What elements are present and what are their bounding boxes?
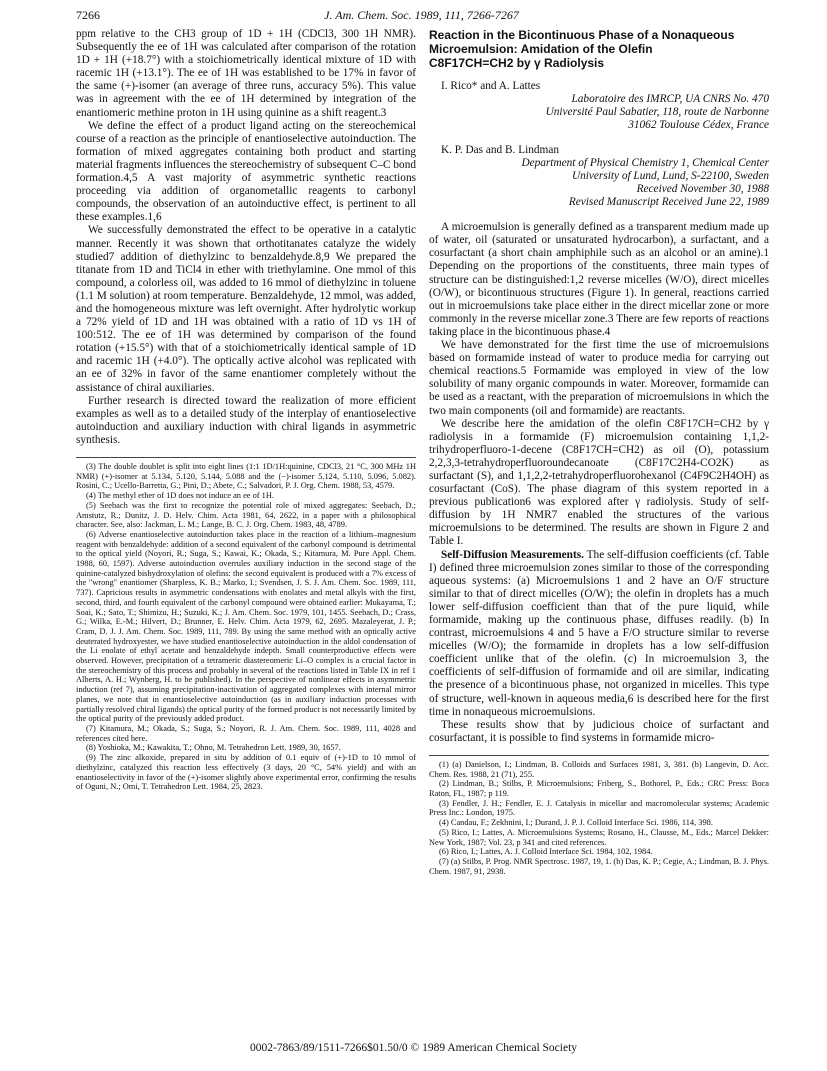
footnote: (9) The zinc alkoxide, prepared in situ by addition of 0.1 equiv of (+)-1D to 10 mmol of diethylzinc, catalyzed this reaction less effectively (3 days, 20 °C, 54% yield) and with an enantioselectivity in favor of the (+)-isomer slightly above experimental error, confirming the results of Oguni, N.; Omi, T. Tetrahedron Lett. 1984, 25, 2823. [76,753,416,792]
footnote: (5) Rico, I.; Lattes, A. Microemulsions Systems; Rosano, H., Clausse, M., Eds.; Marcel Dekker: New York, 1987; Vol. 23, p 341 and cited references. [429,827,769,847]
title-line: Reaction in the Bicontinuous Phase of a Nonaqueous [429,28,735,42]
revised-date: Revised Manuscript Received June 22, 1989 [568,196,769,209]
left-footnotes [76,457,416,792]
left-paragraph: ppm relative to the CH3 group of 1D + 1H (CDCl3, 300 1H NMR). Subsequently the ee of 1H was calculated after comparison of the rotation 1D + 1H (+18.7°) with a stoichiometrically identical mixture of 1D with racemic 1H (+13.1°). The ee of 1H was established to be 17% in favor of the same (+)-isomer (an average of three runs, accuracy 5%). This value was in agreement with the ee of 1H determined by integration of the enantiomeric methine proton in 1H using quinine as a shift reagent.3 [76,28,416,119]
affiliation-line: Université Paul Sabatier, 118, route de Narbonne [545,106,769,119]
footnote: (2) Lindman, B.; Stilbs, P. Microemulsions; Friberg, S., Bothorel, P., Eds.; CRC Press: Boca Raton, FL, 1987; p 119. [429,779,769,799]
affiliation-line: University of Lund, Lund, S-22100, Sweden [571,170,769,183]
affiliation-block [429,93,769,132]
affiliation-line: 31062 Toulouse Cédex, France [628,119,769,132]
section-text: The self-diffusion coefficients (cf. Table I) defined three microemulsion zones similar to those of the corresponding aqueous systems: (a) Microemulsions 1 and 2 have an O/F structure similar to that of direct micelles (O/W); the olefin in droplets has a much lower self-diffusion coefficient than that of the pure liquid, while formamide, making up the continuous phase, diffuses readily. (b) In contrast, microemulsions 4 and 5 have a F/O structure similar to reverse micelles (W/O); the formamide in droplets has a low self-diffusion coefficient unlike that of the olefin. (c) In microemulsion 3, the coefficients of self-diffusion of formamide and oil are similar, indicating the presence of a bicontinuous phase, not organized in micelles. This type of structure, well-known in aqueous media,6 is described here for the first time in nonaqueous microemulsions. [429,548,770,718]
section-heading: Self-Diffusion Measurements. [441,548,584,561]
footnote: (6) Adverse enantioselective autoinduction takes place in the reaction of a lithium–magnesium reagent with benzaldehyde: addition of a second equivalent of the carbonyl compound is detrimental to the optical yield (Noyori, R.; Suga, S.; Kawai, K.; Okada, S.; Kitamura, M. Pure Appl. Chem. 1988, 60, 1597). Adverse autoinduction overrules auxiliary induction in the second stage of the quinine-catalyzed bishydroxylation of olefins: the second equivalent is produced with a 7% excess of the "wrong" enantiomer (Sharpless, K. B.; Marko, I.; Svendsen, J. S. J. Am. Chem. Soc. 1989, 111, 737). Capricious results in asymmetric condensations with enolates and metal alkyls with the first, second, third, and fourth equivalent of the carbonyl compound were obtained earlier: Mukayama, T.; Soai, K.; Sato, T.; Shimizu, H.; Suzuki, K.; J. Am. Chem. Soc. 1979, 101, 1455. Seebach, D.; Crass, G.; Wilka, E.-M.; Hilvert, D.; Brunner, E. Helv. Chim. Acta 1979, 62, 2695. Mazaleyerat, J. P.; Cram, D. J. J. Am. Chem. Soc. 1989, 111, 789. By using the same method with an optically active deuterated hydroxyester, we have studied enantioselective autoinduction in the aldol condensation of the Li enolate of ethyl acetate and benzaldehyde indepth. Small counterproductive effects were observed. However, precipitation of a tetrameric diastereomeric Li–O complex is a crucial factor in the stereochemistry of this process and probably in several of the reactions listed in Table IX in ref 1 Alberts, A. H.; Wynberg, H. to be published). In the perspective of nonlinear effects in asymmetric induction (ref 7), assuming precipitation-inactivation of aggregated complexes with internal mirror planes, we note that in enantioselective autoinduction (as in auxiliary induction processes with partially resolved chiral ligands) the optical purity of the formed product is not necessarily limited by the optical purity of the previously added product. [76,529,416,724]
footnote: (3) The double doublet is split into eight lines (1:1 1D/1H:quinine, CDCl3, 21 °C, 300 MHz 1H NMR) (+)-isomer at 5.134, 5.120, 5.144, 5.088 and the (−)-isomer 5.124, 5.110, 5.096, 5.082). Rosini, C.; Ucello-Barretta, G.; Pini, D.; Abete, C.; Salvadori, P. J. Org. Chem. 1988, 53, 4579. [76,462,416,491]
left-paragraph: Further research is directed toward the realization of more efficient examples as well as to a detailed study of the interplay of enantioselective autoinduction and auxiliary induction with chiral ligands in asymmetric synthesis. [76,394,416,446]
article-title [429,28,769,70]
footnote: (7) (a) Stilbs, P. Prog. NMR Spectrosc. 1987, 19, 1. (b) Das, K. P.; Cegie, A.; Lindman, B. J. Phys. Chem. 1987, 91, 2938. [429,856,769,876]
footnote: (1) (a) Danielson, I.; Lindman, B. Colloids and Surfaces 1981, 3, 381. (b) Langevin, D. Acc. Chem. Res. 1988, 21 (71), 255. [429,759,769,779]
right-footnotes [429,755,769,876]
footnote: (4) Candau, F.; Zekhnini, I.; Durand, J. P. J. Colloid Interface Sci. 1986, 114, 398. [439,818,713,828]
title-line: C8F17CH=CH2 by γ Radiolysis [429,56,605,70]
affiliation-line: Department of Physical Chemistry 1, Chemical Center [521,157,769,170]
left-paragraph: We define the effect of a product ligand acting on the stereochemical course of a reaction as the principle of enantioselective autoinduction. The formation of mixed aggregates containing both product and starting material fragments influences the stereochemistry of subsequent C–C bond formation.4,5 A vast majority of asymmetric synthetic reactions proceeding via addition of organometallic reagents to carbonyl compounds, the observation of an autoinductive effect, is pertinent to all these examples.1,6 [76,119,416,224]
right-paragraph: We have demonstrated for the first time the use of microemulsions based on formamide instead of water to produce media for carrying out chemical reactions.5 Formamide was employed in view of the low solubility of many organic compounds in water. Moreover, formamide can be used as a reactant, with the preparation of microemulsions in which the two main components (oil and formamide) are reactants. [429,339,769,417]
running-header [76,8,767,24]
affiliation-block [429,157,769,209]
author-line: I. Rico* and A. Lattes [441,80,541,92]
journal-citation: J. Am. Chem. Soc. 1989, 111, 7266-7267 [324,8,519,22]
page-footer: 0002-7863/89/1511-7266$01.50/0 © 1989 American Chemical Society [249,1042,578,1054]
left-paragraph: We successfully demonstrated the effect to be operative in a catalytic manner. Recently it was shown that orthotitanates catalyze the widely studied7 addition of diethylzinc to benzaldehyde.8,9 We prepared the titanate from 1D and TiCl4 in ether with triethylamine. One mmol of this compound, a colorless oil, was added to 16 mmol of diethylzinc in toluene (1.1 M solution) at room temperature. Benzaldehyde, 12 mmol, was added, and the homogeneous mixture was left overnight. After hydrolytic workup a 72% yield of 1D and 1H was obtained with a ratio of 1D vs 1H of 100:512. The ee of 1H was determined by comparison of the found rotation (+15.5°) with that of a stoichiometrically identical sample of 1D and racemic 1H (+4.0°). The optically active alcohol was replicated with an ee of 32% in favor of the same enantiomer completely without the assistance of chiral auxiliaries. [76,224,416,394]
right-paragraph: A microemulsion is generally defined as a transparent medium made up of water, oil (saturated or unsaturated hydrocarbon), a surfactant, and a cosurfactant (a short chain amphiphile such as an alcohol or an amine).1 Depending on the proportions of the constituents, three main types of structure can be distinguished:1,2 reverse micelles (W/O), direct micelles (O/W), or bicontinuous structures (Figure 1). In general, reactions carried out in microemulsions take place either in the direct micellar zone or more commonly in the reverse micellar zone.3 There are few reports of reactions taking place in the bicontinuous phase.4 [429,221,769,338]
footnote: (6) Rico, I.; Lattes, A. J. Colloid Interface Sci. 1984, 102, 1984. [439,847,653,857]
right-column [429,28,769,876]
page-number: 7266 [76,8,100,22]
right-paragraph: We describe here the amidation of the olefin C8F17CH=CH2 by γ radiolysis in a formamide (F) microemulsion containing 1,1,2-trihydroperfluoro-1-decene (C8F17CH=CH2) as oil (O), potassium 2,2,3,3-tetrahydroperfluoroundecanoate (C8F17C2H4-CO2K) as surfactant (S), and 1,1,2,2-tetrahydroperfluorohexanol (C4F9C2H4OH) as cosurfactant (CoS). The phase diagram of this system reported in a previous publication6 was explored after γ radiolysis. Study of self-diffusion by 1H NMR7 enabled the structures of the various microemulsions to be determined. The results are shown in Figure 2 and Table I. [429,417,769,548]
footnote: (3) Fendler, J. H.; Fendler, E. J. Catalysis in micellar and macromolecular systems; Academic Press Inc.: London, 1975. [429,798,769,818]
section-paragraph [429,549,769,719]
left-column [76,28,416,792]
author-line: K. P. Das and B. Lindman [441,144,559,157]
right-paragraph: These results show that by judicious choice of surfactant and cosurfactant, it is possible to find systems in formamide micro- [429,718,769,744]
footnote: (5) Seebach was the first to recognize the potential role of mixed aggregates: Seebach, D.; Amstutz, R.; Dunitz, J. D. Helv. Chim. Acta 1981, 64, 2622, in a paper with a philosophical character. See, also: Jackman, L. M.; Lange, B. C. J. Org. Chem. 1983, 48, 4789. [76,500,416,530]
title-line: Microemulsion: Amidation of the Olefin [429,42,653,56]
received-date: Received November 30, 1988 [636,183,769,196]
affiliation-line: Laboratoire des IMRCP, UA CNRS No. 470 [571,93,769,106]
footnote: (4) The methyl ether of 1D does not induce an ee of 1H. [86,491,274,501]
footnote: (7) Kitamura, M.; Okada, S.; Suga, S.; Noyori, R. J. Am. Chem. Soc. 1989, 111, 4028 and references cited here. [76,723,416,743]
footnote: (8) Yoshioka, M.; Kawakita, T.; Ohno, M. Tetrahedron Lett. 1989, 30, 1657. [86,743,341,753]
